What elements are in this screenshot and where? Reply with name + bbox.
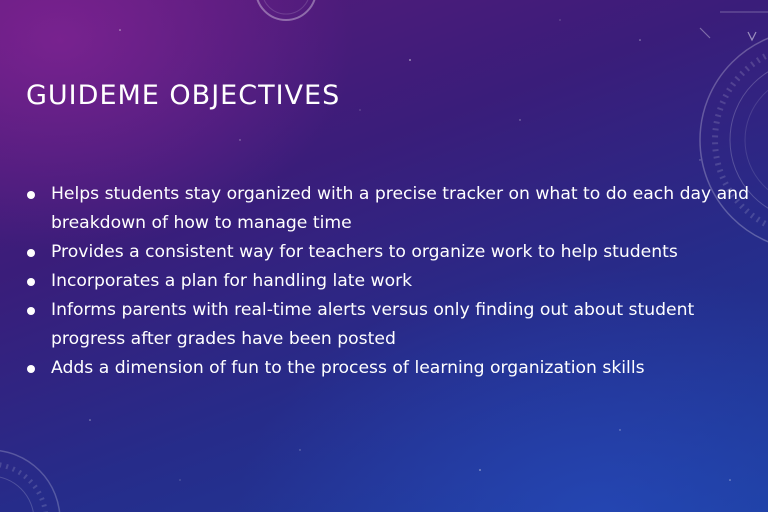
- objectives-list: [22, 180, 757, 383]
- bullet-icon: [27, 249, 35, 257]
- list-item-text: Provides a consistent way for teachers to organize work to help students: [51, 242, 678, 262]
- list-item: [22, 238, 757, 267]
- list-item-text: Informs parents with real-time alerts versus only finding out about student progress after grades have been posted: [51, 300, 695, 349]
- list-item-text: Helps students stay organized with a precise tracker on what to do each day and breakdown of how to manage time: [51, 184, 749, 233]
- bullet-icon: [27, 191, 35, 199]
- list-item: [22, 296, 757, 354]
- ring-decoration-top: [246, 0, 326, 40]
- list-item: [22, 180, 757, 238]
- arc-decoration-bottom-left: [0, 420, 90, 512]
- list-item: [22, 354, 757, 383]
- slide-title: GUIDEME OBJECTIVES: [26, 80, 341, 111]
- bullet-icon: [27, 365, 35, 373]
- list-item-text: Incorporates a plan for handling late work: [51, 271, 413, 291]
- list-item: [22, 267, 757, 296]
- bullet-icon: [27, 278, 35, 286]
- list-item-text: Adds a dimension of fun to the process of learning organization skills: [51, 358, 645, 378]
- bullet-icon: [27, 307, 35, 315]
